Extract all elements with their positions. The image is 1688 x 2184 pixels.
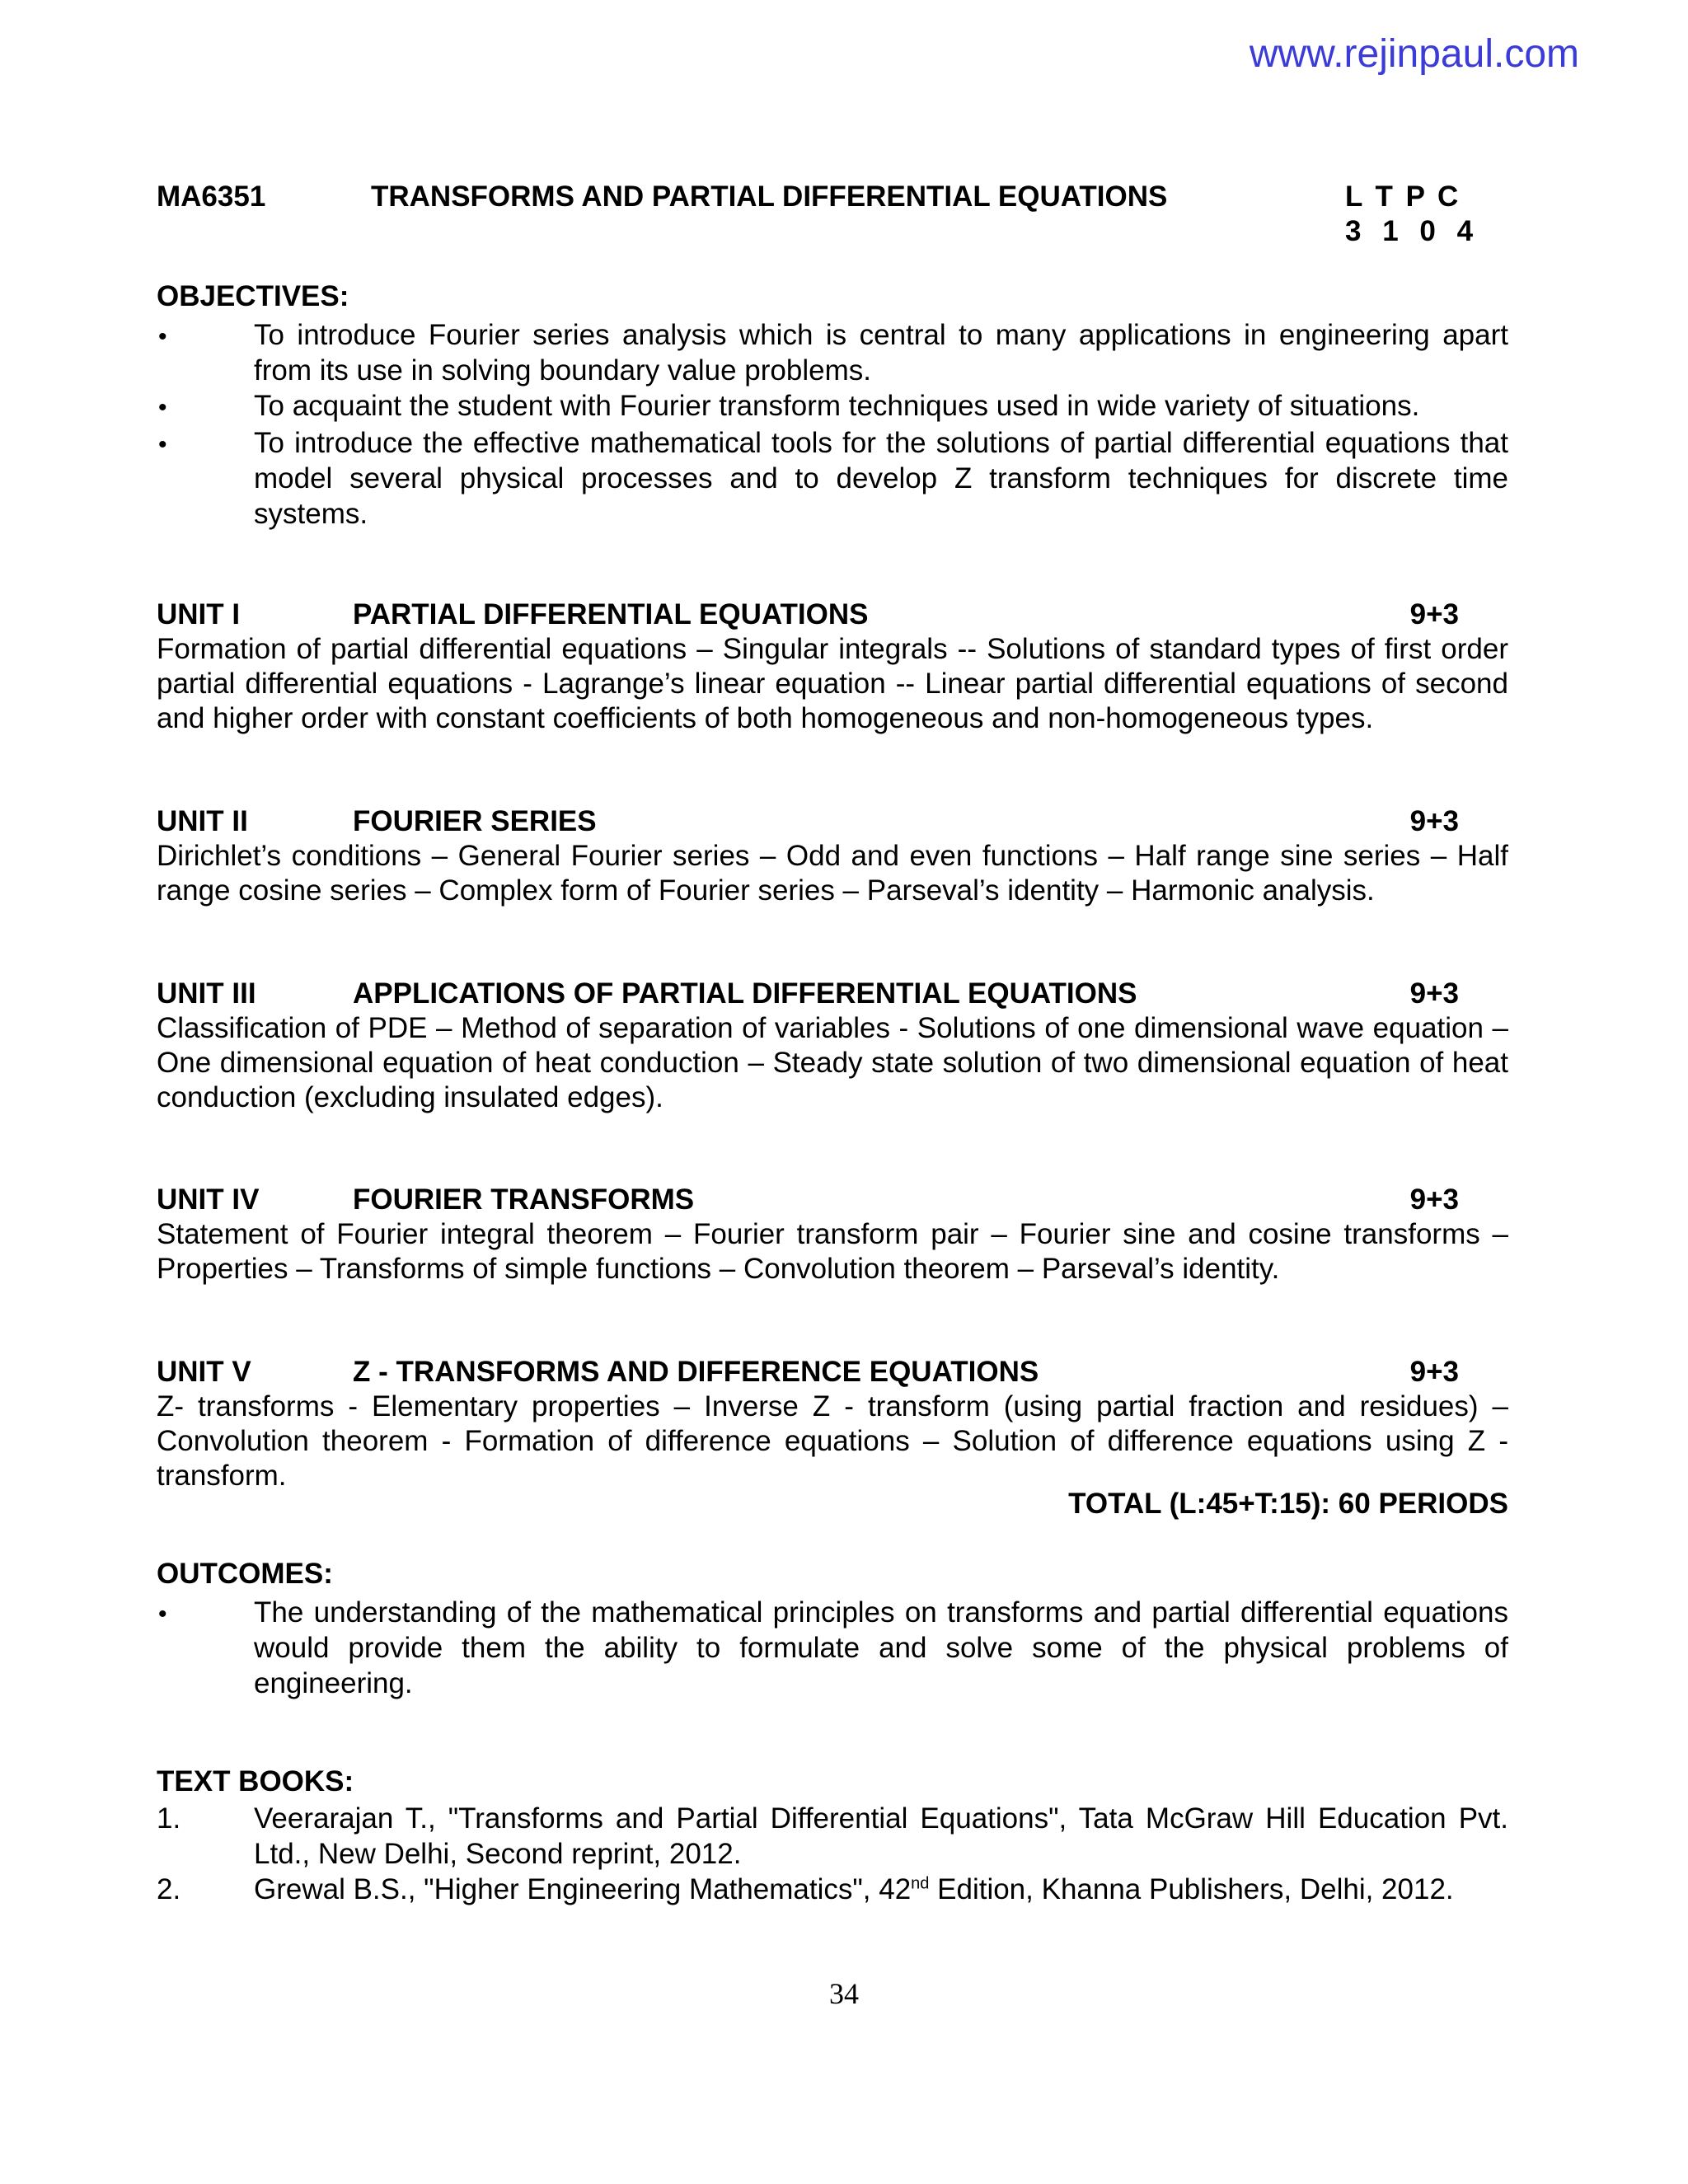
unit-hours: 9+3	[1409, 1356, 1459, 1388]
list-item	[157, 317, 1508, 388]
unit-name: Z - TRANSFORMS AND DIFFERENCE EQUATIONS	[353, 1356, 1039, 1388]
course-code: MA6351	[157, 180, 266, 213]
unit-content: Z- transforms - Elementary properties – Inverse Z - transform (using partial fraction and residues) – Convolution theorem - Formation of difference equations – Solution of difference equations using Z - transform.	[157, 1390, 1508, 1492]
bullet-icon	[157, 388, 254, 425]
unit-name: PARTIAL DIFFERENTIAL EQUATIONS	[353, 598, 869, 630]
list-item	[157, 388, 1508, 425]
list-item	[157, 1872, 1508, 1907]
list-item	[157, 425, 1508, 532]
ltpc-block	[1345, 180, 1480, 249]
bullet-icon	[157, 317, 254, 388]
unit-content: Dirichlet’s conditions – General Fourier series – Odd and even functions – Half range sine series – Half range cosine series – Complex form of Fourier series – Parseval’s identity – Harmonic analysis.	[157, 840, 1508, 907]
unit-number: UNIT II	[157, 805, 248, 837]
item-number: 2.	[157, 1873, 181, 1905]
bullet-icon	[157, 425, 254, 532]
unit-number: UNIT IV	[157, 1183, 260, 1216]
total-periods: TOTAL (L:45+T:15): 60 PERIODS	[1068, 1488, 1508, 1520]
objective-text: To introduce Fourier series analysis which is central to many applications in engineering apart from its use in solving boundary value problems.	[254, 319, 1508, 387]
unit-number: UNIT III	[157, 977, 256, 1010]
book-text: Veerarajan T., "Transforms and Partial Differential Equations", Tata McGraw Hill Education Pvt. Ltd., New Delhi, Second reprint, 2012.	[254, 1802, 1508, 1870]
objectives-list	[157, 317, 1508, 532]
outcomes-heading: OUTCOMES:	[157, 1558, 333, 1590]
unit-number: UNIT I	[157, 598, 241, 630]
objective-text: To acquaint the student with Fourier transform techniques used in wide variety of situations.	[254, 390, 1420, 422]
objective-text: To introduce the effective mathematical tools for the solutions of partial differential equations that model several physical processes and to develop Z transform techniques for discrete time systems.	[254, 427, 1508, 530]
unit-content: Classification of PDE – Method of separation of variables - Solutions of one dimensional wave equation – One dimensional equation of heat conduction – Steady state solution of two dimensional equation of heat conduction (excluding insulated edges).	[157, 1012, 1508, 1113]
unit-name: FOURIER SERIES	[353, 805, 597, 837]
ltpc-label: L T P C	[1345, 180, 1461, 213]
unit-number: UNIT V	[157, 1356, 251, 1388]
page-number: 34	[829, 1977, 859, 2010]
text-books-list	[157, 1801, 1508, 1907]
objectives-heading: OBJECTIVES:	[157, 280, 349, 312]
unit-hours: 9+3	[1409, 977, 1459, 1010]
unit-content: Statement of Fourier integral theorem – Fourier transform pair – Fourier sine and cosine transforms – Properties – Transforms of simple functions – Convolution theorem – Parseval’s identity.	[157, 1218, 1508, 1285]
unit-hours: 9+3	[1409, 805, 1459, 837]
book-text-after: Edition, Khanna Publishers, Delhi, 2012.	[929, 1873, 1454, 1905]
unit-name: APPLICATIONS OF PARTIAL DIFFERENTIAL EQUATIONS	[353, 977, 1137, 1010]
site-link[interactable]: www.rejinpaul.com	[1249, 32, 1579, 76]
text-books-heading: TEXT BOOKS:	[157, 1765, 354, 1797]
ordinal-suffix: nd	[911, 1874, 930, 1893]
unit-hours: 9+3	[1409, 1183, 1459, 1216]
unit-hours: 9+3	[1409, 598, 1459, 630]
item-number: 1.	[157, 1802, 181, 1835]
book-text-before: Grewal B.S., "Higher Engineering Mathematics", 42	[254, 1873, 912, 1905]
book-text	[254, 1872, 1508, 1907]
list-item	[157, 1801, 1508, 1872]
unit-name: FOURIER TRANSFORMS	[353, 1183, 695, 1216]
outcome-text: The understanding of the mathematical principles on transforms and partial differential equations would provide them the ability to formulate and solve some of the physical problems of engineering.	[254, 1596, 1508, 1699]
outcomes-list	[157, 1595, 1508, 1701]
bullet-icon	[157, 1595, 254, 1701]
course-title: TRANSFORMS AND PARTIAL DIFFERENTIAL EQUATIONS	[371, 180, 1168, 213]
unit-content: Formation of partial differential equations – Singular integrals -- Solutions of standard types of first order partial differential equations - Lagrange’s linear equation -- Linear partial differential equations of second and higher order with constant coefficients of both homogeneous and non-homogeneous types.	[157, 633, 1508, 734]
list-item	[157, 1595, 1508, 1701]
ltpc-values: 3 1 0 4	[1345, 215, 1480, 247]
